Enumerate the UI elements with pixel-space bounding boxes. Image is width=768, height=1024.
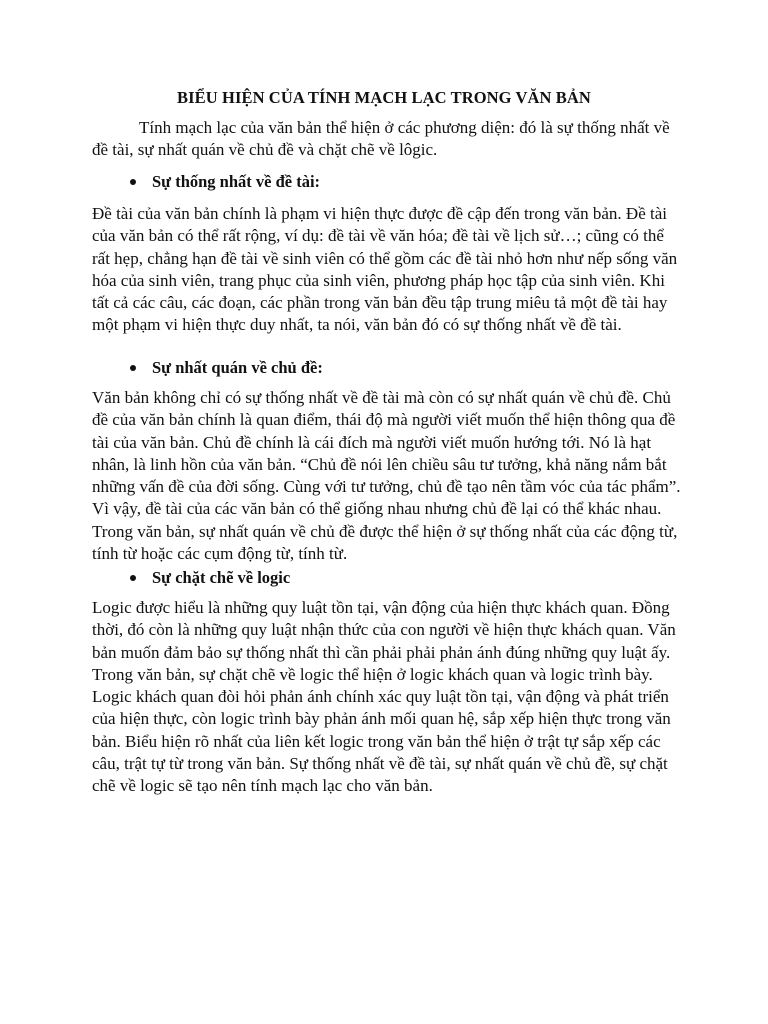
section-heading-logic-rigor: [130, 567, 630, 589]
section-body-topic-unity: Đề tài của văn bản chính là phạm vi hiện thực được đề cập đến trong văn bản. Đề tài của văn bản có thể rất rộng, ví dụ: đề tài về văn hóa; đề tài về lịch sử…; cũng có thể rất hẹp, chẳng hạn đề tài về sinh viên có thể gồm các đề tài nhỏ hơn như nếp sống văn hóa của sinh viên, trang phục của sinh viên, phương pháp học tập của sinh viên. Khi tất cả các câu, các đoạn, các phần trong văn bản đều tập trung miêu tả một đề tài hay một phạm vi hiện thực duy nhất, ta nói, văn bản đó có sự thống nhất về đề tài.: [92, 204, 678, 335]
bullet-icon: [130, 179, 136, 185]
bullet-icon: [130, 575, 136, 581]
section-heading-theme-consistency: [130, 357, 630, 379]
bullet-icon: [130, 365, 136, 371]
intro-paragraph: Tính mạch lạc của văn bản thể hiện ở các phương diện: đó là sự thống nhất về đề tài, sự nhất quán về chủ đề và chặt chẽ về lôgic.: [92, 118, 670, 160]
section-heading-topic-unity: [130, 171, 630, 193]
section-body-theme-consistency: Văn bản không chỉ có sự thống nhất về đề tài mà còn có sự nhất quán về chủ đề. Chủ đề của văn bản chính là quan điểm, thái độ mà người viết muốn thể hiện thông qua đề tài của văn bản. Chủ đề chính là cái đích mà người viết muốn hướng tới. Nó là hạt nhân, là linh hồn của văn bản. “Chủ đề nói lên chiều sâu tư tưởng, khả năng nắm bắt những vấn đề của đời sống. Cùng với tư tưởng, chủ đề tạo nên tầm vóc của tác phẩm”. Vì vậy, đề tài của các văn bản có thể giống nhau nhưng chủ đề lại có thể khác nhau. Trong văn bản, sự nhất quán về chủ đề được thể hiện ở sự thống nhất của các động từ, tính từ hoặc các cụm động từ, tính từ.: [92, 388, 681, 564]
section-heading-text: Sự nhất quán về chủ đề:: [152, 358, 323, 377]
section-body-logic-rigor: Logic được hiểu là những quy luật tồn tại, vận động của hiện thực khách quan. Đồng thời, đó còn là những quy luật nhận thức của con người về hiện thực khách quan. Văn bản muốn đảm bảo sự thống nhất thì cần phải phải phản ánh đúng những quy luật ấy. Trong văn bản, sự chặt chẽ về logic thể hiện ở logic khách quan và logic trình bày. Logic khách quan đòi hỏi phản ánh chính xác quy luật tồn tại, vận động và phát triển của hiện thực, còn logic trình bày phản ánh mối quan hệ, sắp xếp hiện thực trong văn bản. Biểu hiện rõ nhất của liên kết logic trong văn bản thể hiện ở trật tự sắp xếp các câu, trật tự từ trong văn bản. Sự thống nhất về đề tài, sự nhất quán về chủ đề, sự chặt chẽ về logic sẽ tạo nên tính mạch lạc cho văn bản.: [92, 598, 676, 796]
document-title: BIỂU HIỆN CỦA TÍNH MẠCH LẠC TRONG VĂN BẢN: [177, 88, 591, 107]
section-heading-text: Sự thống nhất về đề tài:: [152, 172, 321, 191]
section-heading-text: Sự chặt chẽ về logic: [152, 568, 291, 587]
